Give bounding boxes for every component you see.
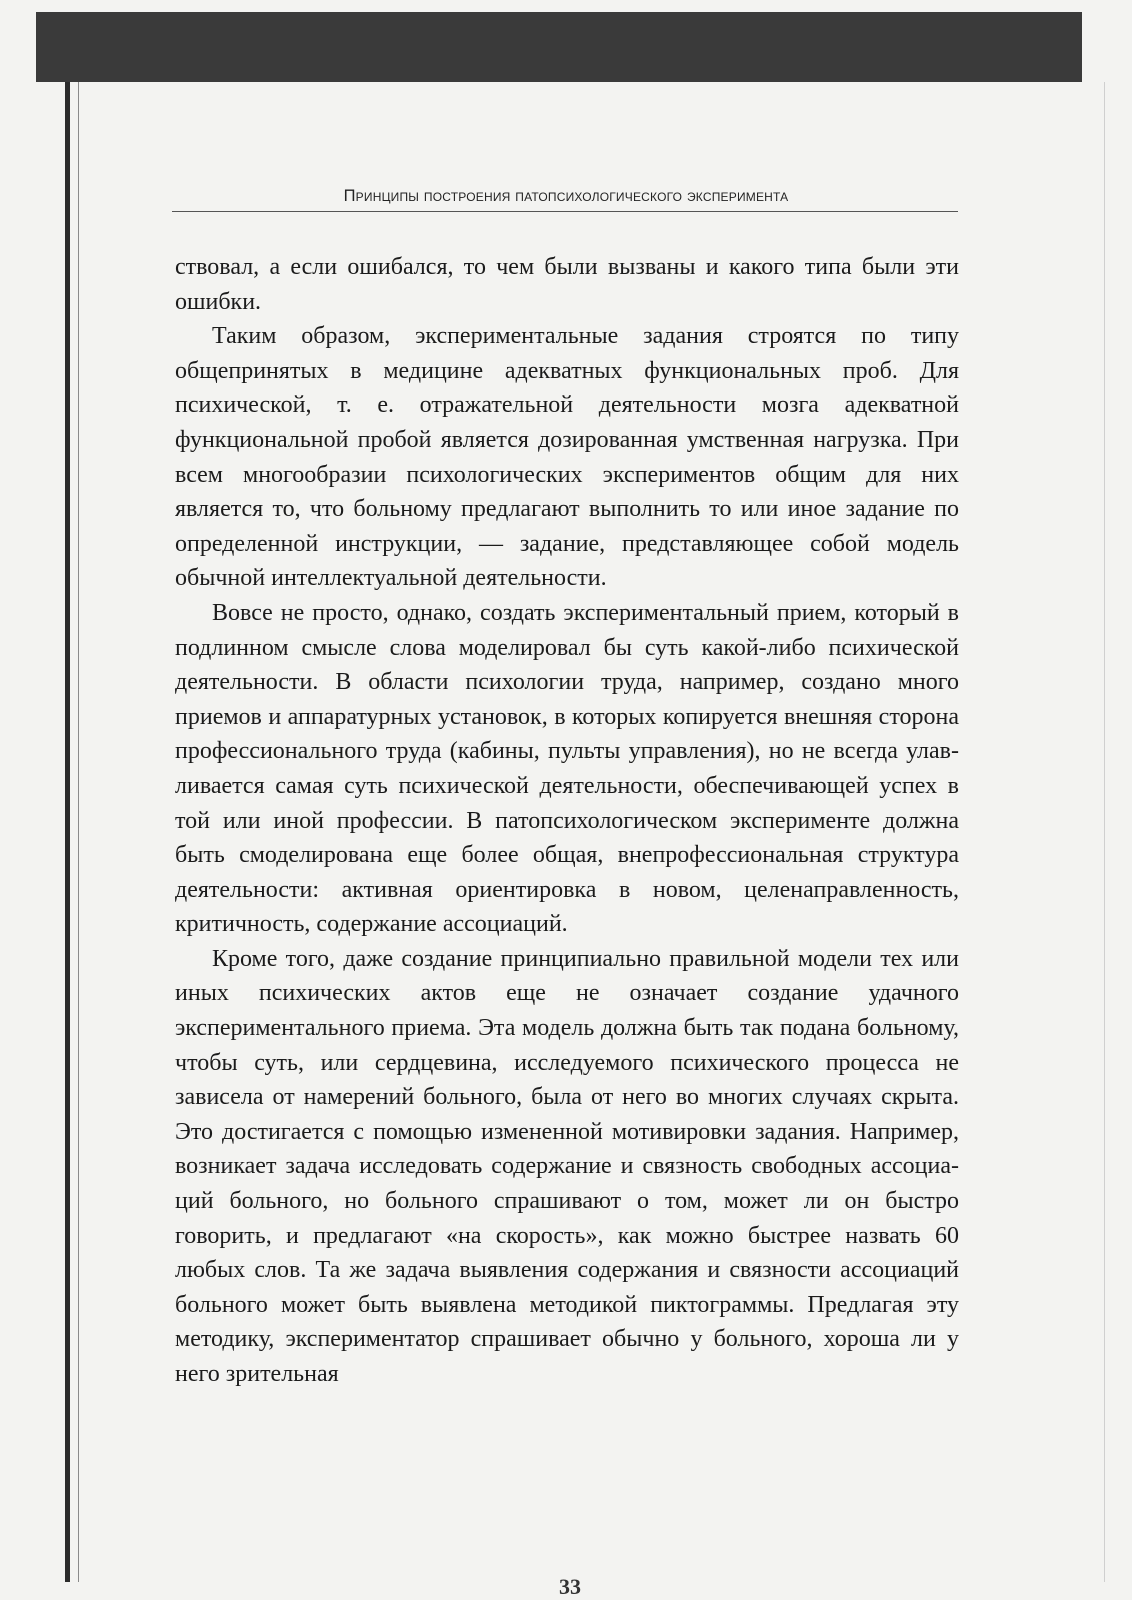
page-right-edge: [1104, 82, 1105, 1582]
paragraph-4: Кроме того, даже создание принципиально правильной модели тех или иных психических актов еще не означает создание удачного экспериментального приема. Эта модель должна быть так подана больному, чтобы суть, или сердцевина, исследуемого психического процесса не зависела от намерений больного, была от него во многих случаях скрыта. Это достигается с помощью измененной мотивировки задания. Например, возникает задача исследовать содержание и связность свободных ассоциаций больного, но больного спрашивают о том, может ли он быстро говорить, и предлагают «на скорость», как можно быстрее назвать 60 любых слов. Та же задача выявления содержания и связности ассоциаций больного может быть выявлена методикой пиктограммы. Предлагая эту методику, экспериментатор спрашивает обычно у больного, хороша ли у него зрительная: [175, 945, 959, 1387]
body-text: [175, 250, 959, 1392]
page-number: 33: [559, 1574, 581, 1594]
running-head: Принципы построения патопсихологического эксперимента: [343, 187, 789, 205]
book-spine-edge-inner: [78, 82, 79, 1582]
paragraph-1: ствовал, а если ошибался, то чем были вызваны и какого типа были эти ошибки.: [175, 254, 959, 315]
paragraph-2: Таким образом, экспериментальные задания строятся по типу общепринятых в медицине адекватных функциональных проб. Для психической, т. е. отражательной деятельности мозга адекватной функциональной пробой является дозированная умственная нагрузка. При всем многообразии психологических экспериментов общим для них является то, что больному предлагают выполнить то или иное задание по определенной инструкции, — задание, представляющее собой модель обычной интеллектуальной деятельности.: [175, 323, 959, 592]
page-top-shadow-band: [36, 12, 1082, 82]
running-head-rule: [172, 211, 958, 212]
paragraph-3: Вовсе не просто, однако, создать экспериментальный прием, который в подлинном смысле слова моделировал бы суть какой-либо психической деятельности. В области психологии труда, например, создано много приемов и аппаратурных установок, в которых копируется внешняя сторона профессионального труда (кабины, пульты управления), но не всегда улавливается самая суть психической деятельности, обеспечивающей успех в той или иной профессии. В патопсихологическом эксперименте должна быть смоделирована еще более общая, внепрофессиональная структура деятельности: активная ориентировка в новом, целенаправленность, критичность, содержание ассоциаций.: [175, 599, 959, 938]
book-spine-edge: [65, 82, 70, 1582]
